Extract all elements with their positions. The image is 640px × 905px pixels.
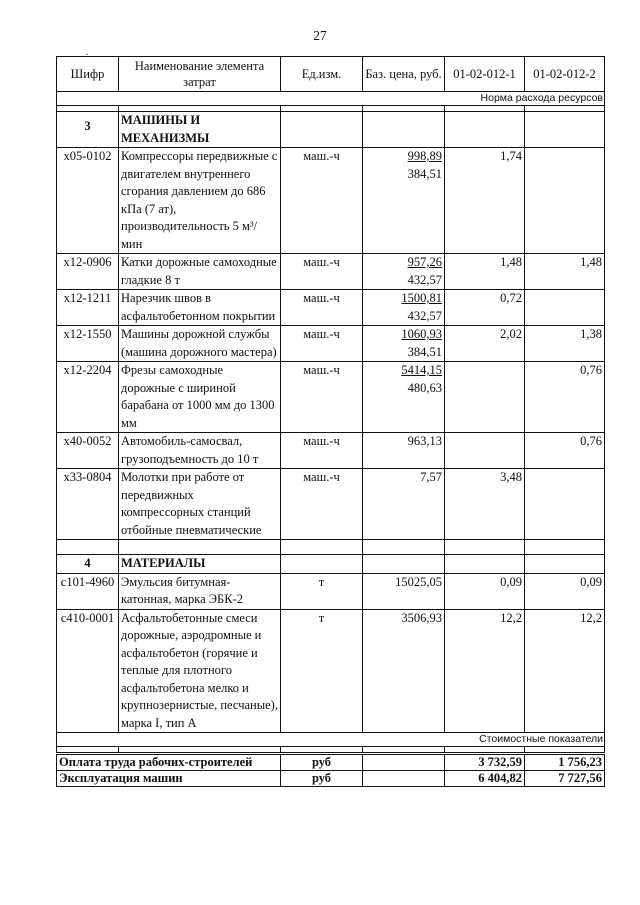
norm-value-col1: 0,72: [445, 290, 525, 326]
empty-cell: [445, 555, 525, 574]
resource-code: с410-0001: [57, 609, 119, 733]
resource-price: [363, 469, 445, 540]
empty-cell: [363, 112, 445, 148]
empty-cell: [445, 112, 525, 148]
empty-cell: [445, 747, 525, 754]
resource-unit: маш.-ч: [281, 326, 363, 362]
norm-value-col1: [445, 433, 525, 469]
resource-unit: маш.-ч: [281, 433, 363, 469]
norm-value-col2: [525, 290, 605, 326]
price-sub: 384,51: [407, 344, 442, 359]
spacer-row: [57, 540, 605, 555]
resource-table: [56, 56, 605, 787]
resource-table-body: [57, 112, 605, 787]
empty-cell: [119, 747, 281, 754]
resource-name: Компрессоры передвижные с двигателем внутреннего сгорания давлением до 686 кПа (7 ат), производительность 5 м³/мин: [119, 148, 281, 254]
table-row: [57, 148, 605, 254]
norm-value-col1: 1,74: [445, 148, 525, 254]
price-main: 5414,15: [401, 363, 442, 377]
price-main: 1060,93: [401, 327, 442, 341]
norm-value-col2: 0,09: [525, 573, 605, 609]
empty-cell: [363, 754, 445, 771]
table-row: [57, 290, 605, 326]
resource-name: Асфальтобетонные смеси дорожные, аэродромные и асфальтобетон (горячие и теплые для плотного асфальтобетона мелко и крупнозернистые, песчаные), марка I, тип А: [119, 609, 281, 733]
price-main: 3506,93: [401, 610, 442, 625]
empty-cell: [525, 747, 605, 754]
norm-value-col2: 0,76: [525, 362, 605, 433]
empty-cell: [525, 112, 605, 148]
price-main: 957,26: [407, 255, 442, 269]
margin-mark: .: [86, 47, 89, 57]
cost-label-row: [57, 733, 605, 747]
resource-price: [363, 609, 445, 733]
norm-row: [57, 92, 605, 106]
resource-name: Молотки при работе от передвижных компрессорных станций отбойные пневматические: [119, 469, 281, 540]
resource-price: [363, 326, 445, 362]
table-row: [57, 573, 605, 609]
table-row: [57, 609, 605, 733]
table-row: [57, 469, 605, 540]
total-unit: руб: [281, 771, 363, 787]
price-sub: 384,51: [407, 166, 442, 181]
norm-value-col2: 0,76: [525, 433, 605, 469]
total-unit: руб: [281, 754, 363, 771]
table-row: [57, 362, 605, 433]
header-col2: 01-02-012-2: [525, 57, 605, 92]
page-number: 27: [313, 28, 327, 43]
norm-value-col1: 12,2: [445, 609, 525, 733]
total-name: Оплата труда рабочих-строителей: [57, 754, 281, 771]
resource-price: [363, 254, 445, 290]
empty-cell: [525, 555, 605, 574]
empty-cell: [363, 771, 445, 787]
section-header-row: [57, 555, 605, 574]
empty-cell: [363, 540, 445, 555]
section-title: МАШИНЫ И МЕХАНИЗМЫ: [119, 112, 281, 148]
cost-label: Стоимостные показатели: [57, 733, 605, 747]
norm-value-col1: 1,48: [445, 254, 525, 290]
price-main: 15025,05: [395, 574, 442, 589]
header-name: Наименование элемента затрат: [119, 57, 281, 92]
empty-cell: [119, 540, 281, 555]
resource-price: [363, 433, 445, 469]
section-header-row: [57, 112, 605, 148]
resource-unit: маш.-ч: [281, 254, 363, 290]
price-sub: 432,57: [407, 272, 442, 287]
resource-name: Машины дорожной службы (машина дорожного мастера): [119, 326, 281, 362]
empty-cell: [525, 540, 605, 555]
total-name: Эксплуатация машин: [57, 771, 281, 787]
total-value-col1: 6 404,82: [445, 771, 525, 787]
header-base-price: Баз. цена, руб.: [363, 57, 445, 92]
total-value-col2: 1 756,23: [525, 754, 605, 771]
resource-unit: маш.-ч: [281, 469, 363, 540]
resource-code: х12-1211: [57, 290, 119, 326]
total-value-col2: 7 727,56: [525, 771, 605, 787]
resource-price: [363, 573, 445, 609]
resource-code: х33-0804: [57, 469, 119, 540]
empty-cell: [363, 555, 445, 574]
resource-price: [363, 290, 445, 326]
empty-cell: [281, 747, 363, 754]
header-row: [57, 57, 605, 92]
empty-cell: [445, 540, 525, 555]
price-main: 7,57: [420, 470, 442, 484]
norm-value-col1: 0,09: [445, 573, 525, 609]
header-col1: 01-02-012-1: [445, 57, 525, 92]
price-main: 1500,81: [401, 291, 442, 305]
resource-name: Эмульсия битумная-катонная, марка ЭБК-2: [119, 573, 281, 609]
resource-code: с101-4960: [57, 573, 119, 609]
resource-name: Нарезчик швов в асфальтобетонном покрытии: [119, 290, 281, 326]
price-main: 998,89: [407, 149, 442, 163]
empty-cell: [281, 555, 363, 574]
header-unit: Ед.изм.: [281, 57, 363, 92]
total-row: [57, 754, 605, 771]
resource-unit: маш.-ч: [281, 148, 363, 254]
resource-name: Катки дорожные самоходные гладкие 8 т: [119, 254, 281, 290]
resource-unit: т: [281, 573, 363, 609]
norm-value-col2: 12,2: [525, 609, 605, 733]
table-row: [57, 326, 605, 362]
table-row: [57, 254, 605, 290]
resource-code: х12-1550: [57, 326, 119, 362]
resource-code: х12-2204: [57, 362, 119, 433]
section-number: 3: [57, 112, 119, 148]
gap-row: [57, 747, 605, 754]
section-number: 4: [57, 555, 119, 574]
section-title: МАТЕРИАЛЫ: [119, 555, 281, 574]
resource-unit: маш.-ч: [281, 290, 363, 326]
resource-price: [363, 148, 445, 254]
resource-table-container: [56, 56, 604, 787]
norm-label: Норма расхода ресурсов: [57, 92, 605, 106]
resource-name: Фрезы самоходные дорожные с шириной барабана от 1000 мм до 1300 мм: [119, 362, 281, 433]
empty-cell: [281, 540, 363, 555]
price-sub: 480,63: [407, 380, 442, 395]
resource-code: х12-0906: [57, 254, 119, 290]
empty-cell: [57, 747, 119, 754]
total-value-col1: 3 732,59: [445, 754, 525, 771]
resource-unit: т: [281, 609, 363, 733]
price-sub: 432,57: [407, 308, 442, 323]
norm-value-col2: 1,48: [525, 254, 605, 290]
norm-value-col2: 1,38: [525, 326, 605, 362]
empty-cell: [281, 112, 363, 148]
norm-value-col1: 2,02: [445, 326, 525, 362]
empty-cell: [57, 540, 119, 555]
norm-value-col2: [525, 469, 605, 540]
resource-unit: маш.-ч: [281, 362, 363, 433]
norm-value-col2: [525, 148, 605, 254]
resource-price: [363, 362, 445, 433]
norm-value-col1: [445, 362, 525, 433]
price-main: 963,13: [407, 434, 442, 448]
resource-name: Автомобиль-самосвал, грузоподъемность до 10 т: [119, 433, 281, 469]
header-code: Шифр: [57, 57, 119, 92]
norm-value-col1: 3,48: [445, 469, 525, 540]
resource-code: х40-0052: [57, 433, 119, 469]
table-row: [57, 433, 605, 469]
empty-cell: [363, 747, 445, 754]
total-row: [57, 771, 605, 787]
resource-code: х05-0102: [57, 148, 119, 254]
